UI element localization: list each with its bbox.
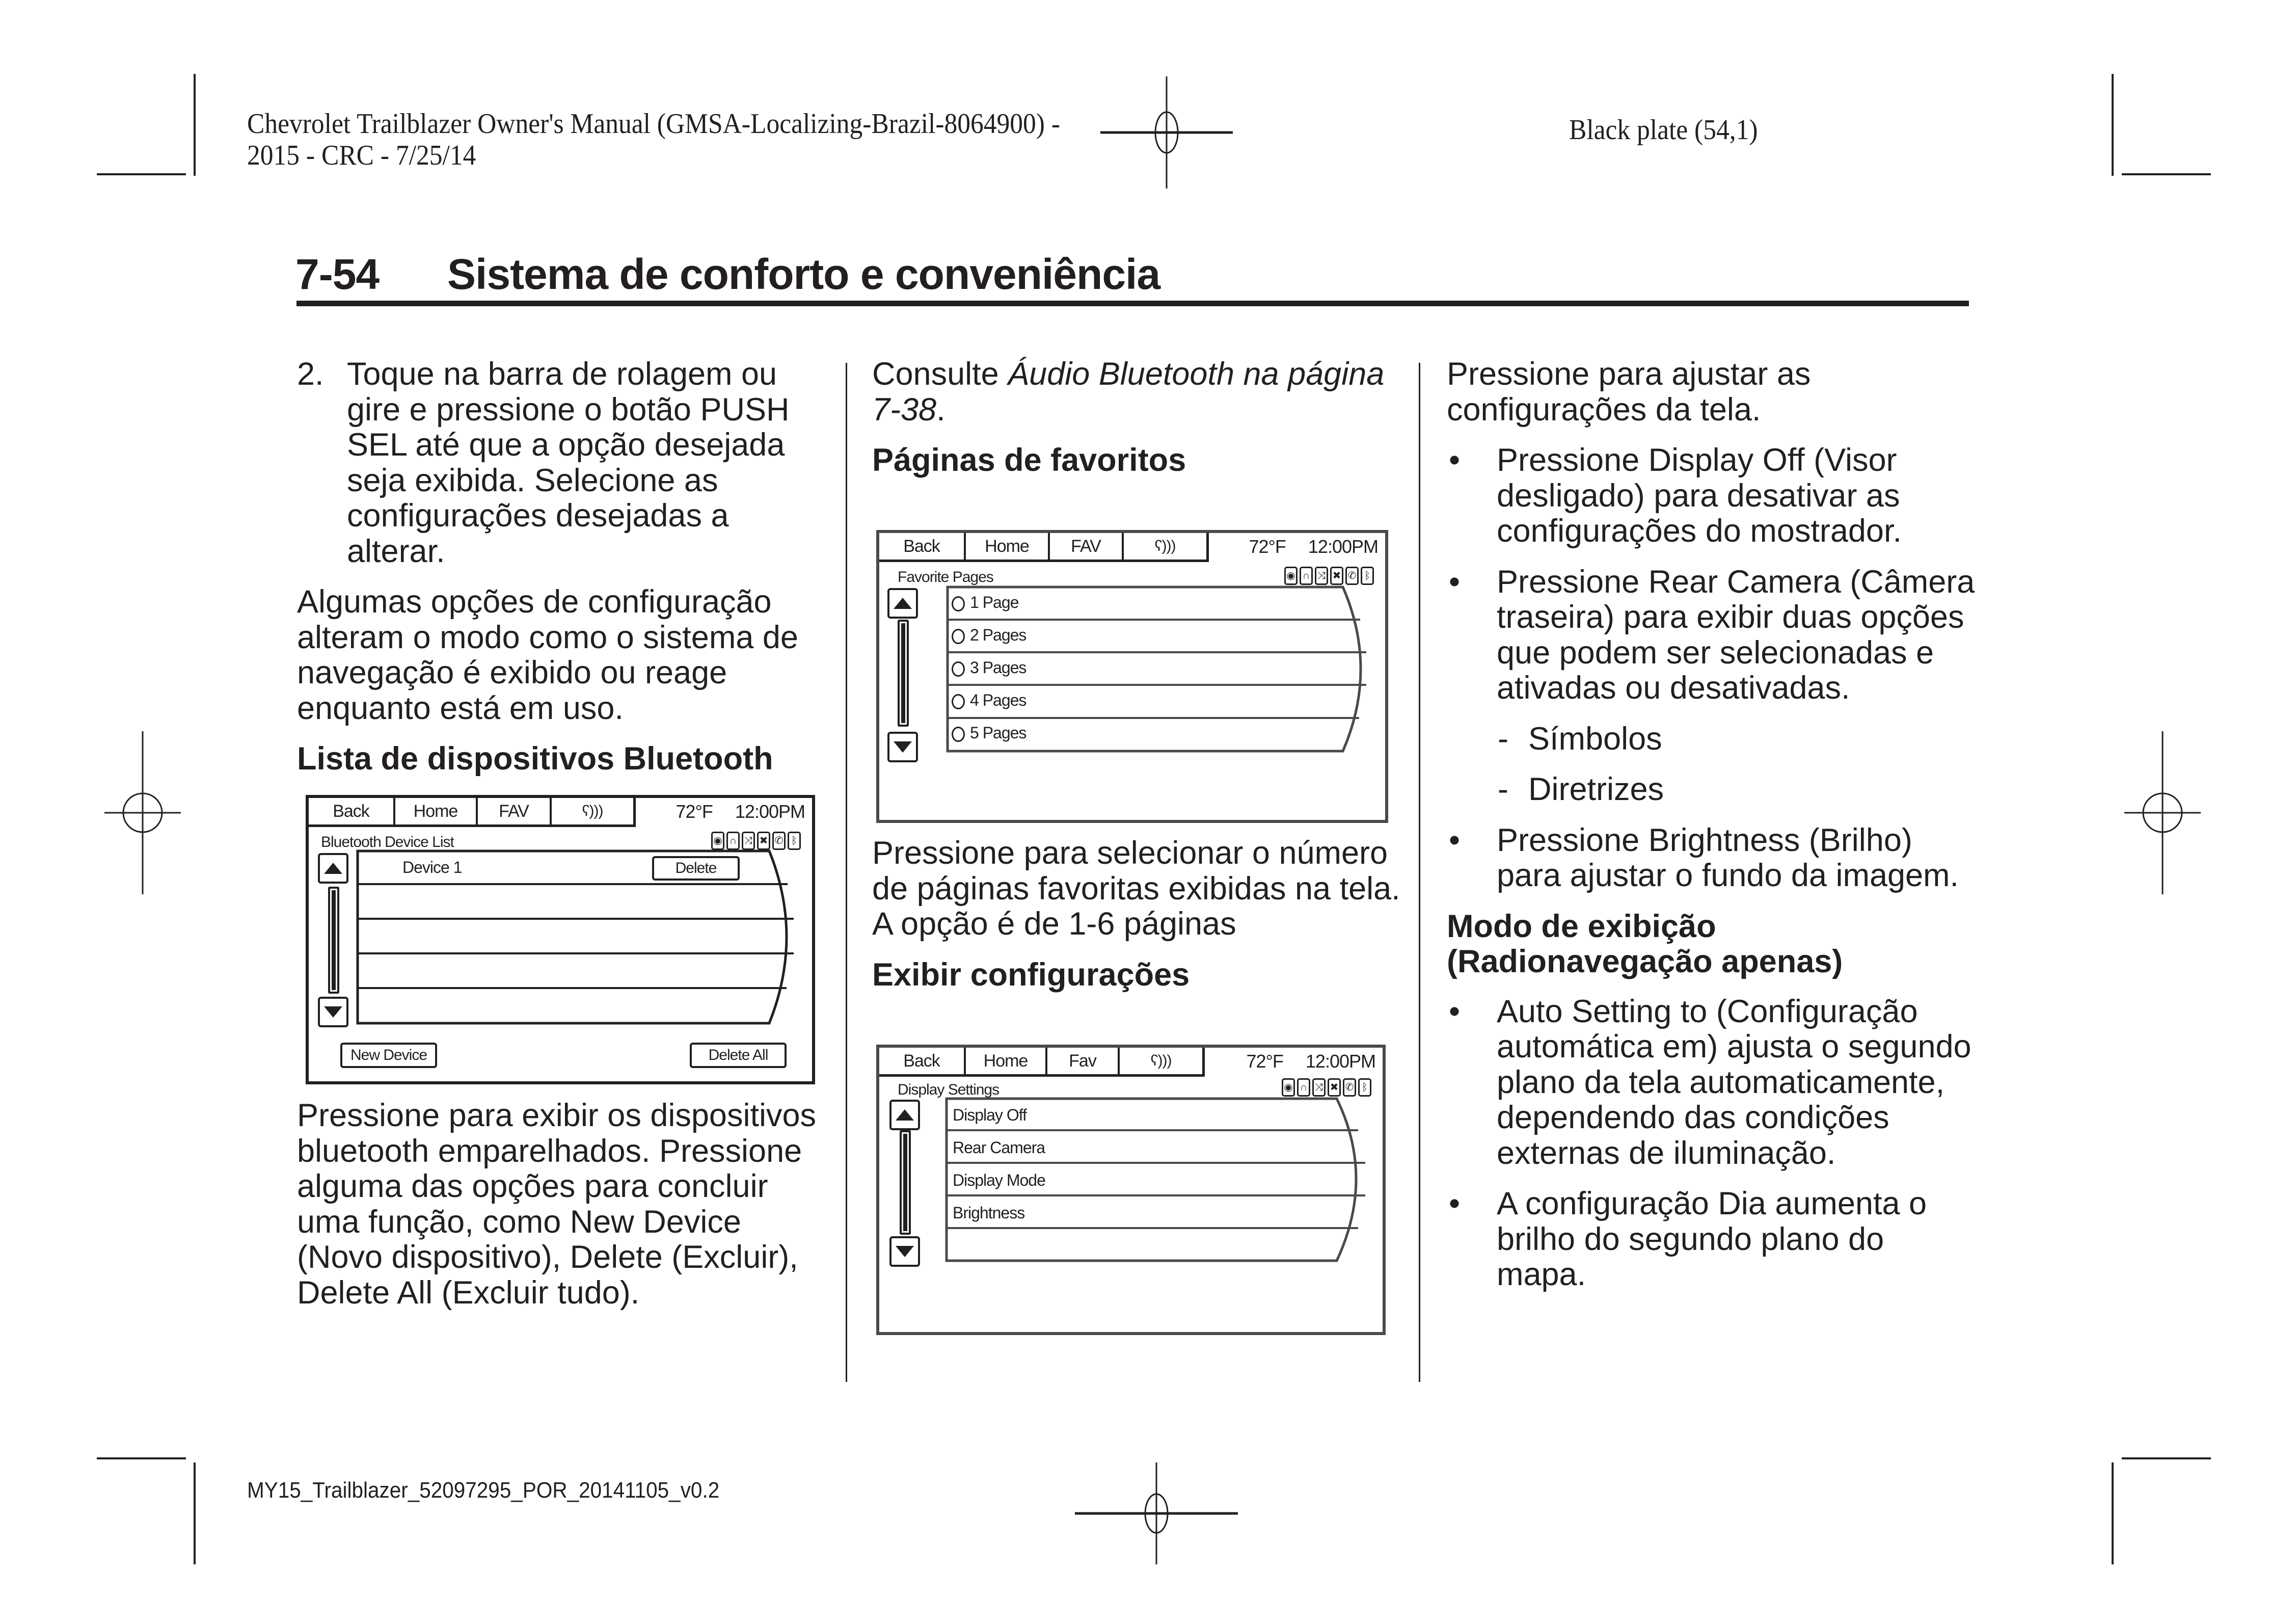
option-label: 2 Pages [970,626,1027,644]
intro-paragraph: Algumas opções de configuração alteram o modo como o sistema de navegação é exibido ou reage enquanto está em uso. [297,584,798,726]
voice-recognition-icon: ʕ))) [582,803,603,819]
radio-button[interactable] [952,596,965,611]
heading-display-mode: Modo de exibição (Radionavegação apenas) [1447,908,1843,979]
screen-title: Favorite Pages [898,569,993,585]
column-divider-2 [1419,363,1420,1382]
option-label: 3 Pages [970,658,1027,677]
option-label: 1 Page [970,593,1019,611]
setting-brightness[interactable]: Brightness [953,1204,1025,1222]
shuffle-icon: ⤨ [1315,567,1328,585]
heading-bluetooth-list: Lista de dispositivos Bluetooth [297,741,773,777]
scrollbar[interactable] [898,620,909,727]
arrow-up-icon [324,863,342,874]
numbered-step [297,357,827,569]
column-divider-1 [846,363,847,1382]
bullet-text: A configuração Dia aumenta o brilho do segundo plano do mapa. [1497,1186,1927,1292]
arrow-down-icon [896,1246,914,1257]
crop-mark-top-right-v [2112,74,2114,176]
back-button[interactable]: Back [879,1048,966,1074]
headphones-icon: ∩ [1300,567,1313,585]
screen-nav-bar [879,1048,1205,1077]
arrow-down-icon [894,741,912,753]
step-number: 2. [297,356,324,392]
headphones-icon: ∩ [1297,1078,1310,1097]
scroll-down-button[interactable] [318,997,348,1027]
scroll-down-button[interactable] [887,732,918,762]
mute-icon: ✖ [1328,1078,1341,1097]
sub-item-text: Diretrizes [1528,771,1664,807]
bullet-text: Pressione Brightness (Brilho) para ajustar o fundo da imagem. [1497,822,1959,893]
fav-button[interactable]: FAV [478,798,552,824]
status-icons [711,832,801,850]
voice-recognition-button[interactable] [552,798,633,824]
temperature: 72°F [676,801,713,822]
title-rule [296,301,1969,306]
voice-recognition-icon: ʕ))) [1154,538,1176,554]
step-text: Toque na barra de rolagem ou gire e pressione o botão PUSH SEL até que a opção desejada seja exibida. Selecione as configurações desejadas a alterar. [347,356,790,569]
arrow-down-icon [324,1006,342,1018]
display-settings-intro: Pressione para ajustar as configurações da tela. [1447,356,1811,428]
screen-nav-bar [309,798,636,827]
headphones-icon: ∩ [726,832,740,850]
delete-device-button[interactable]: Delete [652,856,740,881]
fav-button[interactable]: Fav [1047,1048,1120,1074]
page-number: 7-54 [295,250,380,298]
radio-button[interactable] [952,661,965,677]
bullet-display-off [1447,443,1977,549]
back-button[interactable]: Back [309,798,395,824]
scroll-down-button[interactable] [889,1236,920,1267]
heading-favorite-pages: Páginas de favoritos [872,442,1186,478]
registration-mark-top [1100,76,1233,189]
disc-icon: ◉ [1282,1078,1295,1097]
reference-link[interactable]: Áudio Bluetooth na página 7-38 [872,356,1385,428]
temperature: 72°F [1249,536,1286,557]
shuffle-icon: ⤨ [742,832,755,850]
status-icons [1282,1078,1371,1097]
bluetooth-icon: ᛒ [788,832,801,850]
setting-rear-camera[interactable]: Rear Camera [953,1138,1045,1157]
setting-display-mode[interactable]: Display Mode [953,1171,1045,1189]
radio-button[interactable] [952,694,965,709]
setting-display-off[interactable]: Display Off [953,1106,1027,1124]
disc-icon: ◉ [1284,567,1298,585]
dash-icon: - [1498,771,1508,807]
bullet-brightness [1447,823,1977,894]
phone-icon: ✆ [1343,1078,1356,1097]
home-button[interactable]: Home [966,1048,1047,1074]
bluetooth-description: Pressione para exibir os dispositivos bluetooth emparelhados. Pressione alguma das opções para concluir uma função, como New Device (Novo dispositivo), Delete (Excluir), Delete All (Excluir tudo). [297,1098,816,1311]
screen-nav-bar [879,533,1209,562]
phone-icon: ✆ [772,832,786,850]
bluetooth-icon: ᛒ [1358,1078,1371,1097]
bullet-icon: • [1449,822,1461,858]
clock: 12:00PM [1308,536,1378,557]
option-label: 4 Pages [970,691,1027,709]
screen-bluetooth-device-list [306,795,815,1084]
radio-button[interactable] [952,727,965,742]
bullet-icon: • [1449,564,1461,600]
home-button[interactable]: Home [395,798,478,824]
crop-mark-top-left-h [97,173,186,175]
bullet-day-setting [1447,1186,1977,1293]
temperature: 72°F [1246,1051,1283,1072]
shuffle-icon: ⤨ [1312,1078,1326,1097]
column-1 [297,357,827,791]
disc-icon: ◉ [711,832,724,850]
status-readout [653,801,805,822]
back-button[interactable]: Back [879,533,966,560]
bullet-auto-setting [1447,994,1977,1172]
voice-recognition-icon: ʕ))) [1150,1052,1172,1069]
crop-mark-bottom-right-h [2122,1457,2211,1459]
status-readout [1224,1051,1375,1072]
sub-item-symbols [1447,722,1977,757]
sub-item-guidelines [1447,772,1977,808]
document-id: MY15_Trailblazer_52097295_POR_20141105_v0.2 [247,1478,720,1503]
favorite-option-5[interactable] [952,724,1026,742]
bullet-text: Pressione Rear Camera (Câmera traseira) para exibir duas opções que podem ser selecionadas e ativadas ou desativadas. [1497,564,1975,706]
clock: 12:00PM [1305,1051,1375,1072]
reference-suffix: . [936,391,946,428]
screen-title: Display Settings [898,1081,1000,1098]
phone-icon: ✆ [1345,567,1359,585]
arrow-up-icon [894,598,912,609]
scrollbar[interactable] [328,887,339,994]
bullet-text: Pressione Display Off (Visor desligado) para desativar as configurações do mostrador. [1497,442,1902,549]
screen-favorite-pages [876,530,1388,823]
scroll-up-button[interactable] [887,588,918,619]
column-2-mid [872,836,1402,1007]
column-3 [1447,357,1977,1308]
scrollbar[interactable] [900,1130,911,1235]
column-2 [872,357,1402,493]
manual-header-line1: Chevrolet Trailblazer Owner's Manual (GMSA-Localizing-Brazil-8064900) - [247,108,1060,140]
reference-paragraph [872,357,1402,428]
registration-mark-left [102,731,183,894]
column-1-bottom [297,1098,827,1326]
crop-mark-top-right-h [2122,173,2211,175]
favorite-option-1[interactable] [952,593,1018,612]
screen-display-settings [876,1045,1386,1335]
registration-mark-right [2122,731,2203,894]
dash-icon: - [1498,721,1508,757]
bullet-icon: • [1449,442,1461,478]
voice-recognition-button[interactable] [1124,533,1206,560]
option-label: 5 Pages [970,724,1027,742]
favorite-option-4[interactable] [952,691,1026,710]
plate-label: Black plate (54,1) [1569,114,1758,146]
device-row-label[interactable]: Device 1 [402,858,462,876]
arrow-up-icon [896,1109,914,1121]
crop-mark-bottom-right-v [2112,1462,2114,1564]
scroll-up-button[interactable] [889,1100,920,1130]
home-button[interactable]: Home [966,533,1050,560]
bullet-icon: • [1449,993,1461,1029]
new-device-button[interactable]: New Device [340,1043,437,1068]
sub-item-text: Símbolos [1528,721,1662,757]
voice-recognition-button[interactable] [1120,1048,1202,1074]
crop-mark-bottom-left-h [97,1457,186,1459]
favorite-option-3[interactable] [952,658,1026,677]
crop-mark-bottom-left-v [194,1462,196,1564]
screen-title: Bluetooth Device List [321,834,454,850]
status-readout [1226,536,1378,557]
fav-button[interactable]: FAV [1050,533,1124,560]
manual-header-line2: 2015 - CRC - 7/25/14 [247,140,476,171]
section-title: Sistema de conforto e conveniência [447,250,1160,298]
favorite-option-2[interactable] [952,626,1026,645]
bullet-rear-camera [1447,565,1977,706]
bluetooth-icon: ᛒ [1361,567,1374,585]
delete-all-button[interactable]: Delete All [690,1043,787,1068]
heading-display-settings: Exibir configurações [872,956,1190,993]
mute-icon: ✖ [1330,567,1343,585]
mute-icon: ✖ [757,832,770,850]
registration-mark-bottom [1075,1462,1238,1564]
reference-prefix: Consulte [872,356,1008,392]
status-icons [1284,567,1374,585]
radio-button[interactable] [952,629,965,644]
scroll-up-button[interactable] [318,853,348,884]
crop-mark-top-left-v [194,74,196,176]
bullet-text: Auto Setting to (Configuração automática em) ajusta o segundo plano da tela automaticamente, dependendo das condições externas de iluminação. [1497,993,1971,1171]
favorites-description: Pressione para selecionar o número de páginas favoritas exibidas na tela. A opção é de 1-6 páginas [872,835,1400,942]
bullet-icon: • [1449,1186,1461,1221]
clock: 12:00PM [735,801,805,822]
